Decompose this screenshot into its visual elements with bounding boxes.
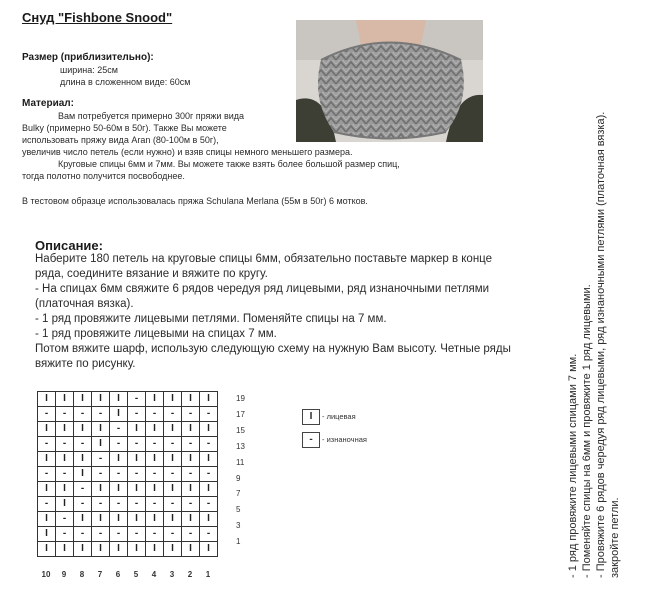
chart-cell: I (38, 452, 56, 467)
material-line-2: Bulky (примерно 50-60м в 50г). Также Вы можете (22, 123, 227, 133)
size-heading: Размер (приблизительно): (22, 52, 154, 63)
chart-cell: - (200, 497, 218, 512)
chart-cell: - (110, 437, 128, 452)
knitting-chart (37, 391, 218, 557)
chart-cell: - (92, 407, 110, 422)
chart-cell: - (92, 497, 110, 512)
chart-cell: I (164, 482, 182, 497)
chart-cell: I (146, 422, 164, 437)
material-line-5: Круговые спицы 6мм и 7мм. Вы можете также взять более большой размер спиц, (58, 159, 400, 169)
test-sample-note: В тестовом образце использовалась пряжа Schulana Merlana (55м в 50г) 6 мотков. (22, 196, 368, 206)
chart-row-number: 1 (236, 537, 241, 547)
chart-cell: I (110, 512, 128, 527)
chart-cell: - (56, 437, 74, 452)
material-line-4: увеличив число петель (если нужно) и взяв спицы немного меньшего размера. (22, 147, 353, 157)
chart-cell: I (38, 527, 56, 542)
page-title: Снуд "Fishbone Snood" (22, 10, 173, 25)
legend-item-knit (302, 408, 367, 426)
chart-cell: - (146, 527, 164, 542)
legend (302, 408, 367, 449)
chart-cell: I (74, 422, 92, 437)
chart-cell: - (38, 407, 56, 422)
chart-cell: - (74, 482, 92, 497)
legend-label-purl: - изнаночная (322, 435, 367, 445)
description-line-7: Потом вяжите шарф, использую следующую схему на нужную Вам высоту. Четные ряды (35, 343, 511, 355)
chart-cell: - (182, 437, 200, 452)
chart-cell: I (38, 512, 56, 527)
chart-cell: - (182, 467, 200, 482)
chart-cell: I (182, 392, 200, 407)
chart-cell: I (74, 392, 92, 407)
rotated-note-line-2: - Поменяйте спицы на 6мм и провяжите 1 ряд лицевыми. (581, 284, 593, 578)
chart-cell: I (56, 542, 74, 557)
chart-cell: - (92, 467, 110, 482)
size-length: длина в сложенном виде: 60см (60, 77, 191, 87)
chart-cell: I (200, 512, 218, 527)
chart-row (38, 407, 218, 422)
chart-cell: - (38, 437, 56, 452)
chart-cell: - (92, 452, 110, 467)
material-heading: Материал: (22, 98, 74, 109)
chart-cell: - (164, 497, 182, 512)
description-line-2: ряда, соедините вязание и вяжите по кругу. (35, 268, 268, 280)
chart-cell: I (38, 392, 56, 407)
chart-row-number: 15 (236, 425, 245, 435)
chart-cell: I (110, 407, 128, 422)
chart-cell: - (56, 527, 74, 542)
chart-cell: - (164, 467, 182, 482)
chart-cell: I (56, 392, 74, 407)
chart-cell: I (92, 482, 110, 497)
chart-cell: I (200, 542, 218, 557)
chart-cell: - (110, 527, 128, 542)
description-line-8: вяжите по рисунку. (35, 358, 136, 370)
chart-cell: I (74, 542, 92, 557)
chart-row (38, 482, 218, 497)
chart-cell: I (146, 452, 164, 467)
chart-cell: - (164, 437, 182, 452)
chart-column-number: 8 (79, 570, 85, 579)
chart-cell: - (200, 527, 218, 542)
chart-row-number: 11 (236, 457, 245, 467)
chart-cell: I (110, 482, 128, 497)
chart-cell: - (56, 407, 74, 422)
legend-symbol-purl: - (302, 432, 320, 448)
description-line-1: Наберите 180 петель на круговые спицы 6мм, обязательно поставьте маркер в конце (35, 253, 493, 265)
chart-row (38, 467, 218, 482)
chart-cell: I (146, 392, 164, 407)
chart-row (38, 497, 218, 512)
legend-label-knit: - лицевая (322, 412, 356, 422)
chart-column-number: 7 (97, 570, 103, 579)
legend-item-purl (302, 431, 367, 449)
chart-cell: I (92, 437, 110, 452)
rotated-note-line-1: - 1 ряд провяжите лицевыми спицами 7 мм. (567, 353, 579, 578)
description-line-3: - На спицах 6мм свяжите 6 рядов чередуя ряд лицевыми, ряд изнаночными петлями (35, 283, 490, 295)
chart-column-number: 5 (133, 570, 139, 579)
chart-row-number: 3 (236, 521, 241, 531)
chart-cell: - (146, 407, 164, 422)
chart-cell: - (56, 512, 74, 527)
chart-cell: I (164, 542, 182, 557)
chart-cell: - (164, 527, 182, 542)
chart-cell: I (74, 452, 92, 467)
chart-cell: I (164, 512, 182, 527)
chart-column-number: 10 (41, 570, 51, 579)
chart-cell: I (74, 467, 92, 482)
chart-cell: I (182, 542, 200, 557)
chart-cell: I (128, 512, 146, 527)
chart-cell: I (128, 452, 146, 467)
chart-row (38, 452, 218, 467)
chart-row-number: 9 (236, 473, 241, 483)
chart-column-number: 1 (205, 570, 211, 579)
legend-symbol-knit: I (302, 409, 320, 425)
chart-row (38, 437, 218, 452)
chart-cell: - (182, 527, 200, 542)
chart-cell: - (110, 497, 128, 512)
chart-cell: I (200, 392, 218, 407)
chart-cell: - (164, 407, 182, 422)
chart-cell: I (38, 542, 56, 557)
chart-cell: I (128, 482, 146, 497)
chart-cell: - (200, 437, 218, 452)
chart-cell: - (128, 497, 146, 512)
chart-cell: - (74, 437, 92, 452)
chart-cell: - (92, 527, 110, 542)
material-line-3: использовать пряжу вида Aran (80-100м в 50г), (22, 135, 219, 145)
chart-row (38, 392, 218, 407)
chart-cell: - (38, 497, 56, 512)
chart-row-number: 19 (236, 394, 245, 403)
chart-row (38, 422, 218, 437)
chart-cell: I (56, 452, 74, 467)
chart-cell: - (200, 407, 218, 422)
chart-row (38, 527, 218, 542)
chart-column-number: 4 (151, 570, 157, 579)
chart-cell: I (146, 542, 164, 557)
chart-cell: I (110, 542, 128, 557)
chart-cell: I (200, 482, 218, 497)
chart-cell: I (92, 392, 110, 407)
chart-cell: I (92, 512, 110, 527)
chart-cell: I (92, 542, 110, 557)
chart-cell: I (110, 452, 128, 467)
chart-row (38, 542, 218, 557)
chart-cell: - (128, 527, 146, 542)
chart-cell: - (182, 407, 200, 422)
chart-row (38, 512, 218, 527)
snood-photo (296, 20, 483, 142)
chart-cell: I (200, 452, 218, 467)
chart-cell: - (56, 467, 74, 482)
chart-cell: I (182, 512, 200, 527)
chart-cell: - (128, 407, 146, 422)
material-line-1: Вам потребуется примерно 300г пряжи вида (58, 111, 245, 121)
size-width: ширина: 25см (60, 65, 118, 75)
chart-cell: I (74, 512, 92, 527)
chart-cell: I (38, 482, 56, 497)
description-line-4: (платочная вязка). (35, 298, 134, 310)
chart-cell: - (128, 467, 146, 482)
chart-cell: I (200, 422, 218, 437)
chart-cell: I (128, 422, 146, 437)
chart-row-number: 13 (236, 441, 245, 451)
chart-cell: I (164, 392, 182, 407)
chart-cell: I (146, 482, 164, 497)
chart-cell: - (146, 497, 164, 512)
chart-cell: - (110, 467, 128, 482)
chart-row-number: 17 (236, 409, 245, 419)
chart-cell: - (128, 392, 146, 407)
chart-cell: I (146, 512, 164, 527)
description-heading: Описание: (35, 238, 103, 253)
chart-cell: - (74, 407, 92, 422)
chart-cell: I (128, 542, 146, 557)
chart-cell: - (38, 467, 56, 482)
chart-cell: I (38, 422, 56, 437)
chart-column-number: 3 (169, 570, 175, 579)
chart-cell: - (110, 422, 128, 437)
chart-column-number: 9 (61, 570, 67, 579)
chart-cell: I (164, 422, 182, 437)
chart-cell: I (92, 422, 110, 437)
chart-cell: - (200, 467, 218, 482)
rotated-note-line-3: - Провяжите 6 рядов чередуя ряд лицевыми, ряд изнаночными петлями (платочная вязка). (595, 111, 607, 578)
description-line-5: - 1 ряд провяжите лицевыми петлями. Поменяйте спицы на 7 мм. (35, 313, 387, 325)
chart-cell: - (146, 437, 164, 452)
chart-cell: - (74, 497, 92, 512)
chart-cell: - (182, 497, 200, 512)
description-line-6: - 1 ряд провяжите лицевыми на спицах 7 мм. (35, 328, 277, 340)
chart-column-number: 6 (115, 570, 121, 579)
chart-cell: I (110, 392, 128, 407)
chart-column-number: 2 (187, 570, 193, 579)
chart-cell: I (56, 497, 74, 512)
chart-cell: - (128, 437, 146, 452)
chart-cell: I (56, 482, 74, 497)
chart-row-number: 7 (236, 489, 241, 499)
chart-cell: - (146, 467, 164, 482)
chart-row-number: 5 (236, 505, 241, 515)
chart-cell: - (74, 527, 92, 542)
chart-cell: I (56, 422, 74, 437)
rotated-note-line-4: закройте петли. (609, 497, 621, 578)
chart-cell: I (164, 452, 182, 467)
material-line-6: тогда полотно получится посвободнее. (22, 171, 185, 181)
chart-cell: I (182, 452, 200, 467)
chart-cell: I (182, 422, 200, 437)
chart-cell: I (182, 482, 200, 497)
